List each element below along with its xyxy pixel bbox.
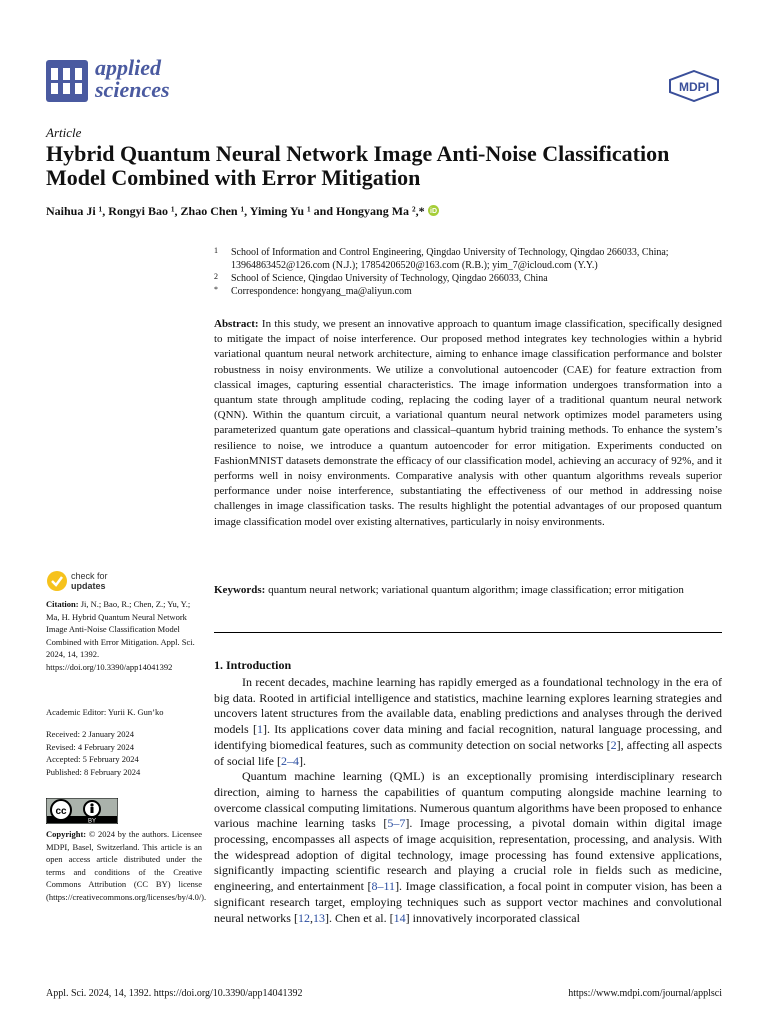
affiliation-text: School of Science, Qingdao University of Technology, Qingdao 266033, China <box>231 273 548 284</box>
abstract-label: Abstract: <box>214 318 259 330</box>
cc-by-license-icon[interactable] <box>46 798 118 824</box>
introduction-body <box>214 675 722 926</box>
citation-text: Ji, N.; Bao, R.; Chen, Z.; Yu, Y.; Ma, H. Hybrid Quantum Neural Network Image Anti-Noise Classification Model Combined with Error Mitigation. Appl. Sci. 2024, 14, 1392. https://doi.org/10.3390/app14041392 <box>46 599 195 672</box>
section-title: 1. Introduction <box>214 658 292 672</box>
check-for-updates-button[interactable] <box>46 570 166 592</box>
keywords-text: quantum neural network; variational quantum algorithm; image classification; error mitigation <box>268 584 684 596</box>
svg-text:cc: cc <box>55 806 67 817</box>
affiliation-mark: 2 <box>214 272 218 281</box>
reference-link[interactable]: 2 <box>610 737 617 752</box>
affiliation-text: Correspondence: hongyang_ma@aliyun.com <box>231 286 412 297</box>
reference-link[interactable]: 14 <box>393 910 406 925</box>
journal-name-line1: applied <box>95 55 161 80</box>
divider <box>214 632 722 633</box>
reference-link[interactable]: 8–11 <box>371 879 396 894</box>
copyright-text: © 2024 by the authors. Licensee MDPI, Basel, Switzerland. This article is an open access article distributed under the terms and conditions of the Creative Commons Attribution (CC BY) license (https://creativecommons.org/licenses/by/4.0/). <box>46 829 207 902</box>
paragraph: Quantum machine learning (QML) is an exceptionally promising interdisciplinary research direction, aiming to harness the capabilities of quantum computing alongside machine learning to overcome classical computing limitations. Numerous quantum algorithms have been proposed to enhance various machine learning tasks [5–7]. Image processing, a pivotal domain within digital image processing, encompasses all aspects of image acquisition, representation, processing, and analysis. With the widespread adoption of digital technology, image processing has found extensive applications, significantly impacting scientific research and playing a crucial role in fields such as medicine, engineering, and entertainment [8–11]. Image classification, a focal point in computer vision, has been a significant research target, employing techniques such as support vector machines and convolutional neural networks [12,13]. Chen et al. [14] innovatively incorporated classical <box>214 769 722 925</box>
reference-link[interactable]: 12 <box>297 910 310 925</box>
publisher-name: MDPI <box>679 80 709 94</box>
reference-link[interactable]: 5–7 <box>387 816 406 831</box>
journal-name <box>95 57 170 101</box>
keywords <box>214 583 722 598</box>
affiliation-text: School of Information and Control Engineering, Qingdao University of Technology, Qingdao 266033, China; 13964863452@126.com (N.J.); 17854206520@163.com (R.B.); yim_7@icloud.com (Y.Y.) <box>231 247 669 271</box>
affiliation-mark: 1 <box>214 246 218 255</box>
svg-text:iD: iD <box>429 208 437 216</box>
date-accepted: Accepted: 5 February 2024 <box>46 754 139 764</box>
mdpi-logo-icon <box>668 70 720 102</box>
academic-editor: Academic Editor: Yurii K. Gun’ko <box>46 707 164 717</box>
affiliation-2 <box>214 272 734 285</box>
affiliation-mark: * <box>214 285 218 294</box>
copyright-label: Copyright: <box>46 829 87 839</box>
journal-name-line2: sciences <box>95 77 170 102</box>
author-list: Naihua Ji ¹, Rongyi Bao ¹, Zhao Chen ¹, Yiming Yu ¹ and Hongyang Ma ²,* <box>46 204 425 218</box>
paragraph: In recent decades, machine learning has rapidly emerged as a foundational technology in the era of big data. Rooted in artificial intelligence and statistics, machine learning explores learning strategies and uncovers latent structures from the available data, enabling predictions and analyses through the derived models [1]. Its applications cover data mining and facial recognition, natural language processing, and identifying biomedical features, such as community detection on social networks [2], affecting all aspects of social life [2–4]. <box>214 675 723 768</box>
check-updates-line2: updates <box>71 581 106 591</box>
publication-dates <box>46 728 202 778</box>
affiliations <box>214 246 734 298</box>
affiliation-1 <box>214 246 734 272</box>
citation-label: Citation: <box>46 599 79 609</box>
date-received: Received: 2 January 2024 <box>46 729 135 739</box>
citation <box>46 598 202 673</box>
reference-link[interactable]: 13 <box>312 910 325 925</box>
date-revised: Revised: 4 February 2024 <box>46 741 135 752</box>
reference-link[interactable]: 2–4 <box>280 753 299 768</box>
date-published: Published: 8 February 2024 <box>46 766 141 777</box>
page-title: Hybrid Quantum Neural Network Image Anti-Noise Classification Model Combined with Error Mitigation <box>46 141 670 190</box>
copyright <box>46 828 207 903</box>
correspondence <box>214 285 734 298</box>
keywords-label: Keywords: <box>214 584 266 596</box>
check-updates-line1: check for <box>71 571 108 581</box>
abstract-text: In this study, we present an innovative approach to quantum image classification, specifically designed to mitigate the impact of noise interference. Our proposed method integrates key technologies within a hybrid variational quantum neural network architecture, aiming to enhance image classification performance and bolster robustness in noisy environments. We utilize a convolutional autoencoder (CAE) for feature extraction from classical images, capturing essential characteristics. The image information undergoes transformation into a quantum state through amplitude coding, replacing the coding layer of a traditional quantum neural network (QNN). Within the quantum circuit, a variational quantum neural network optimizes model parameters using parameterized quantum gate operations and classical–quantum hybrid training methods. To enhance the system’s resilience to noise, we introduce a quantum autoencoder for error mitigation. Experiments conducted on FashionMNIST datasets demonstrate the efficacy of our classification model, achieving an accuracy of 92%, and it performs well in noisy environments. Comparative analysis with other quantum algorithms reveals superior performance under noise interference, substantiating the effectiveness of our method in addressing noise challenges in image classification tasks. The results highlight the potential advantages of our proposed quantum image classification model over existing alternatives, particularly in noisy environments. <box>214 318 722 528</box>
reference-link[interactable]: 1 <box>256 722 263 737</box>
journal-logo-icon <box>46 60 88 102</box>
abstract <box>214 317 722 530</box>
check-updates-icon <box>46 570 68 592</box>
authors <box>46 204 439 219</box>
orcid-icon[interactable] <box>428 205 439 216</box>
article-type: Article <box>46 125 82 140</box>
cc-by-label: BY <box>87 818 97 824</box>
footer-journal-url[interactable]: https://www.mdpi.com/journal/applsci <box>568 988 722 999</box>
footer-citation: Appl. Sci. 2024, 14, 1392. https://doi.org/10.3390/app14041392 <box>46 988 303 999</box>
